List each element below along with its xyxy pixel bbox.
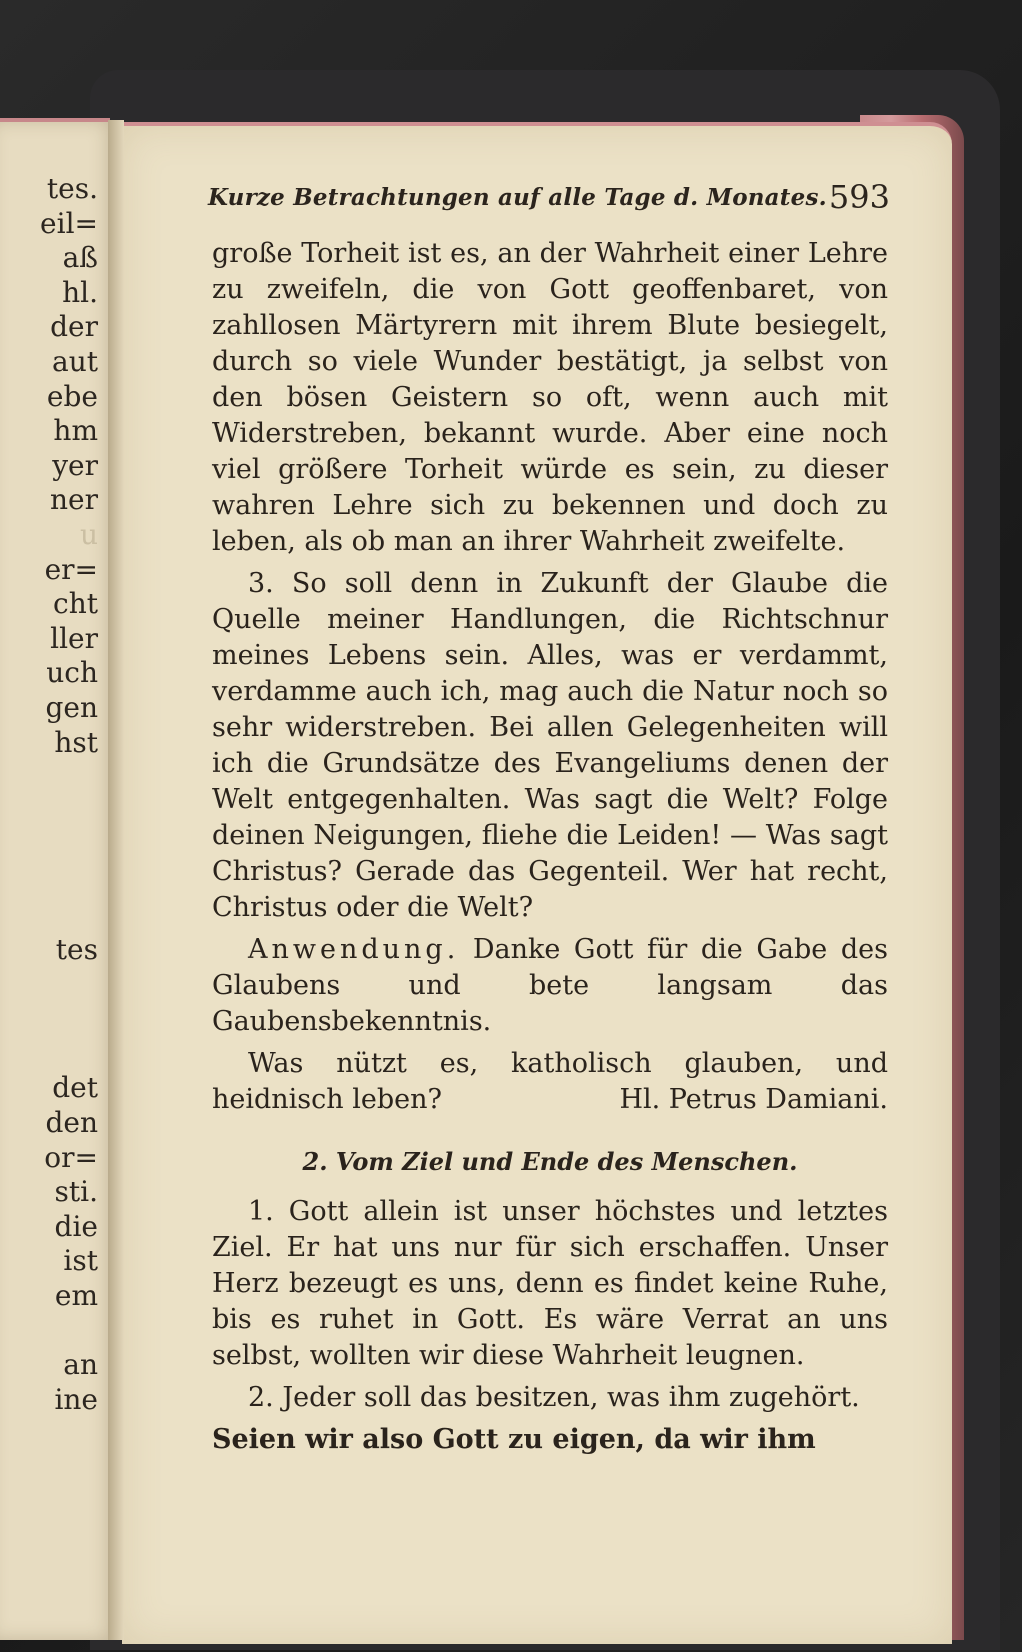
- previous-page-line: em: [54, 1279, 98, 1312]
- previous-page-line: ist: [63, 1244, 98, 1278]
- previous-page-line: die: [54, 1209, 98, 1243]
- previous-page-line: [0, 1314, 112, 1349]
- page-number: 593: [828, 178, 890, 216]
- previous-page-line: hst: [54, 725, 98, 759]
- previous-page-text: [0, 172, 112, 1417]
- previous-page-line: tes.: [46, 172, 98, 205]
- paragraph-point-1: 1. Gott allein ist unser höchstes und letztes Ziel. Er hat uns nur für sich erschaffen. Unser Herz bezeugt es uns, denn es findet keine Ruhe, bis es ruhet in Gott. Es wäre Verrat an uns selbst, wollten wir diese Wahrheit leugnen.: [212, 1196, 888, 1371]
- previous-page-line: [0, 1037, 112, 1072]
- quote-source: Hl. Petrus Damiani.: [619, 1084, 888, 1115]
- previous-page-line: er=: [44, 552, 98, 586]
- paragraph-point-3: 3. So soll denn in Zukunft der Glaube die Quelle meiner Handlungen, die Richtschnur meines Lebens sein. Alles, was er verdammt, verdamme auch ich, mag auch die Natur noch so sehr widerstreben. Bei allen Gelegenheiten will ich die Grundsätze des Evangeliums denen der Welt entgegenhalten. Was sagt die Welt? Folge deinen Neigungen, fliehe die Leiden! — Was sagt Christus? Gerade das Gegenteil. Wer hat recht, Christus oder die Welt?: [212, 568, 888, 923]
- application-label: Anwendung.: [248, 934, 460, 965]
- previous-page-line: [0, 1002, 112, 1037]
- previous-page-line: ebe: [46, 379, 98, 413]
- previous-page-line: ner: [50, 483, 98, 517]
- previous-page-line: sti.: [54, 1175, 98, 1209]
- previous-page-line: or=: [44, 1140, 98, 1174]
- previous-page-line: cht: [53, 587, 98, 621]
- running-header: [208, 178, 898, 218]
- previous-page-line: [0, 968, 112, 1003]
- previous-page-line: ller: [50, 621, 98, 655]
- paragraph-last-line: Seien wir also Gott zu eigen, da wir ihm: [212, 1424, 816, 1455]
- previous-page-line: tes: [55, 933, 98, 967]
- page-body: [212, 236, 888, 1464]
- paragraph-point-2: 2. Jeder soll das besitzen, was ihm zugehört.: [248, 1382, 860, 1413]
- paragraph-continuation: große Torheit ist es, an der Wahrheit einer Lehre zu zweifeln, die von Gott geoffenbaret, von zahllosen Märtyrern mit ihrem Blute besiegelt, durch so viele Wunder bestätigt, ja selbst von den bösen Geistern so oft, wenn auch mit Widerstreben, bekannt wurde. Aber eine noch viel größere Torheit würde es sein, zu dieser wahren Lehre sich zu bekennen und doch zu leben, als ob man an ihrer Wahrheit zweifelte.: [212, 238, 888, 557]
- quote-text: Was nützt es, katholisch glauben, und heidnisch leben?: [212, 1048, 888, 1115]
- previous-page-line: yer: [52, 448, 98, 482]
- previous-page-line: u: [79, 517, 98, 551]
- paragraph-application: [212, 932, 888, 1040]
- previous-page-line: aut: [52, 344, 98, 378]
- running-title: Kurze Betrachtungen auf alle Tage d. Monates.: [208, 184, 827, 211]
- section-heading: 2. Vom Ziel und Ende des Menschen.: [302, 1147, 798, 1176]
- previous-page-line: hm: [53, 414, 98, 448]
- previous-page-line: det: [52, 1071, 98, 1105]
- book-gutter: [108, 120, 124, 1640]
- application-text: Danke Gott für die Gabe des Glaubens und bete langsam das Gaubensbekenntnis.: [212, 934, 888, 1037]
- previous-page-line: [0, 898, 112, 933]
- previous-page-line: [0, 864, 112, 899]
- previous-page-edge: [0, 118, 110, 122]
- quote-paragraph: [212, 1046, 888, 1118]
- previous-page-line: an: [63, 1348, 98, 1382]
- previous-page-line: den: [45, 1106, 98, 1140]
- previous-page-line: [0, 795, 112, 830]
- previous-page-line: aß: [62, 241, 98, 275]
- previous-page-line: hl.: [62, 275, 98, 309]
- previous-page-line: uch: [46, 656, 98, 690]
- previous-page-line: eil=: [40, 206, 98, 240]
- previous-page-line: der: [50, 310, 98, 344]
- previous-page-line: ine: [54, 1382, 98, 1416]
- previous-page-line: [0, 829, 112, 864]
- previous-page-line: gen: [45, 690, 98, 724]
- previous-page-line: [0, 760, 112, 795]
